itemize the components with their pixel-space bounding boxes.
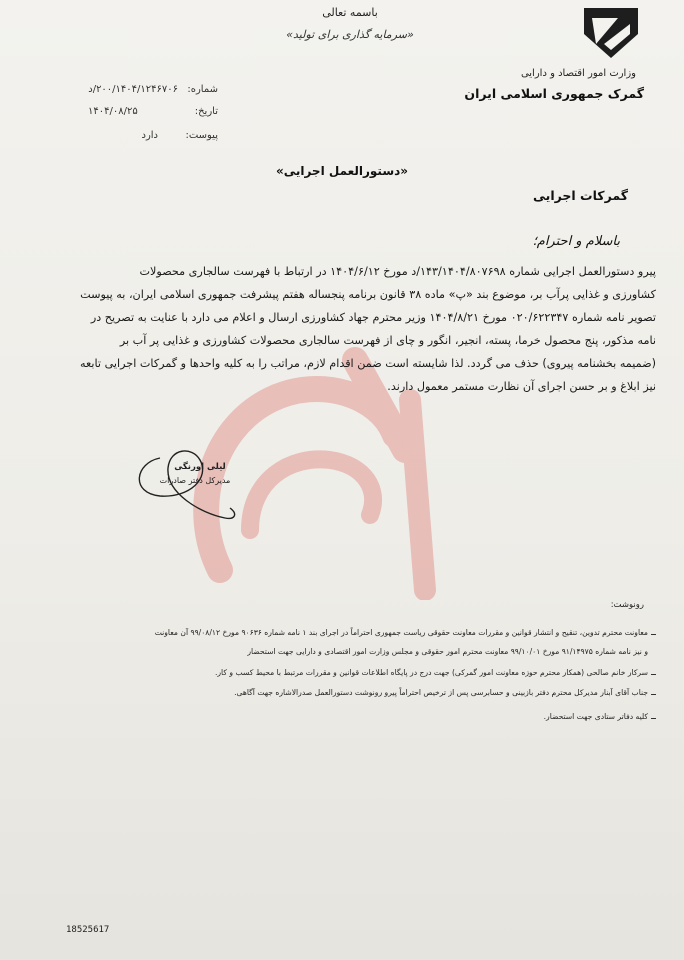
cc-item: کلیه دفاتر ستادی جهت استحضار. — [543, 712, 648, 721]
signer-name: لیلی اورنگی — [174, 462, 226, 472]
date-label: تاریخ: — [194, 106, 218, 117]
cc-bullet — [651, 634, 656, 635]
document-title: «دستورالعمل اجرایی» — [275, 164, 409, 178]
attachment-label: پیوست: — [185, 130, 218, 141]
letter-body — [58, 260, 656, 398]
cc-title: رونوشت: — [610, 600, 644, 610]
slogan: «سرمایه گذاری برای تولید» — [286, 28, 414, 41]
cc-item: معاونت محترم تدوین، تنقیح و انتشار قوانین و مقررات معاونت حقوقی ریاست جمهوری احتراماً در اجرای بند ۱ نامه شماره ۹۰۶۳۶ مورخ ۹۹/۰۸/۱۲ آن معاونت — [154, 628, 648, 637]
body-line: (ضمیمه بخشنامه پیروی) حذف می گردد. لذا شایسته است ضمن اقدام لازم، مراتب را به کلیه واحدها و گمرکات اجرایی تابعه — [80, 357, 656, 370]
greeting: باسلام و احترام؛ — [532, 234, 620, 249]
cc-item: و نیز نامه شماره ۹۱/۱۴۹۷۵ مورخ ۹۹/۱۰/۰۱ معاونت محترم امور حقوقی و مجلس وزارت امور اقتصادی و دارایی جهت استحضار — [247, 647, 648, 656]
cc-bullet — [651, 718, 656, 719]
cc-item: سرکار خانم صالحی (همکار محترم حوزه معاونت امور گمرکی) جهت درج در پایگاه اطلاعات قوانین و مقررات مرتبط با محیط کسب و کار. — [214, 668, 648, 677]
body-line: تصویر نامه شماره ۰۲۰/۶۲۲۳۴۷ مورخ ۱۴۰۴/۸/۲۱ وزیر محترم جهاد کشاورزی ارسال و اعلام می دارد با عنایت به تصریح در — [90, 311, 656, 324]
addressee: گمرکات اجرایی — [533, 188, 628, 203]
number-value: ۲۰۰/۱۴۰۴/۱۲۴۶۷۰۶/د — [88, 84, 178, 95]
document-code: 18525617 — [66, 925, 110, 935]
cc-bullet — [651, 694, 656, 695]
body-line: پیرو دستورالعمل اجرایی شماره ۱۴۳/۱۴۰۴/۸۰۷۶۹۸/د مورخ ۱۴۰۴/۶/۱۲ در ارتباط با فهرست سالجاری محصولات — [139, 265, 656, 278]
attachment-value: دارد — [141, 130, 158, 141]
date-value: ۱۴۰۴/۰۸/۲۵ — [88, 106, 138, 117]
body-line: نیز ابلاغ و بر حسن اجرای آن نظارت مستمر معمول دارند. — [387, 380, 656, 393]
customs-logo-icon — [578, 4, 644, 62]
number-label: شماره: — [187, 84, 218, 95]
cc-bullet — [651, 674, 656, 675]
body-line: نامه مذکور، پنج محصول خرما، پسته، انجیر، انگور و چای از فهرست سالجاری محصولات کشاورزی و غذایی پر آب بر — [119, 334, 656, 347]
ministry-name: وزارت امور اقتصاد و دارایی — [520, 68, 636, 79]
basmala: باسمه تعالی — [322, 6, 378, 19]
customs-name: گمرک جمهوری اسلامی ایران — [464, 86, 644, 101]
cc-item: جناب آقای آبنار مدیرکل محترم دفتر بازبینی و حسابرسی پس از ترخیص احتراماً پیرو رونوشت دستورالعمل صدرالاشاره جهت آگاهی. — [234, 688, 648, 697]
signer-title: مدیرکل دفتر صادرات — [159, 476, 231, 485]
body-line: کشاورزی و غذایی پرآب بر، موضوع بند «پ» ماده ۳۸ قانون برنامه پنجساله هفتم پیشرفت جمهوری اسلامی ایران، به پیوست — [80, 288, 656, 301]
